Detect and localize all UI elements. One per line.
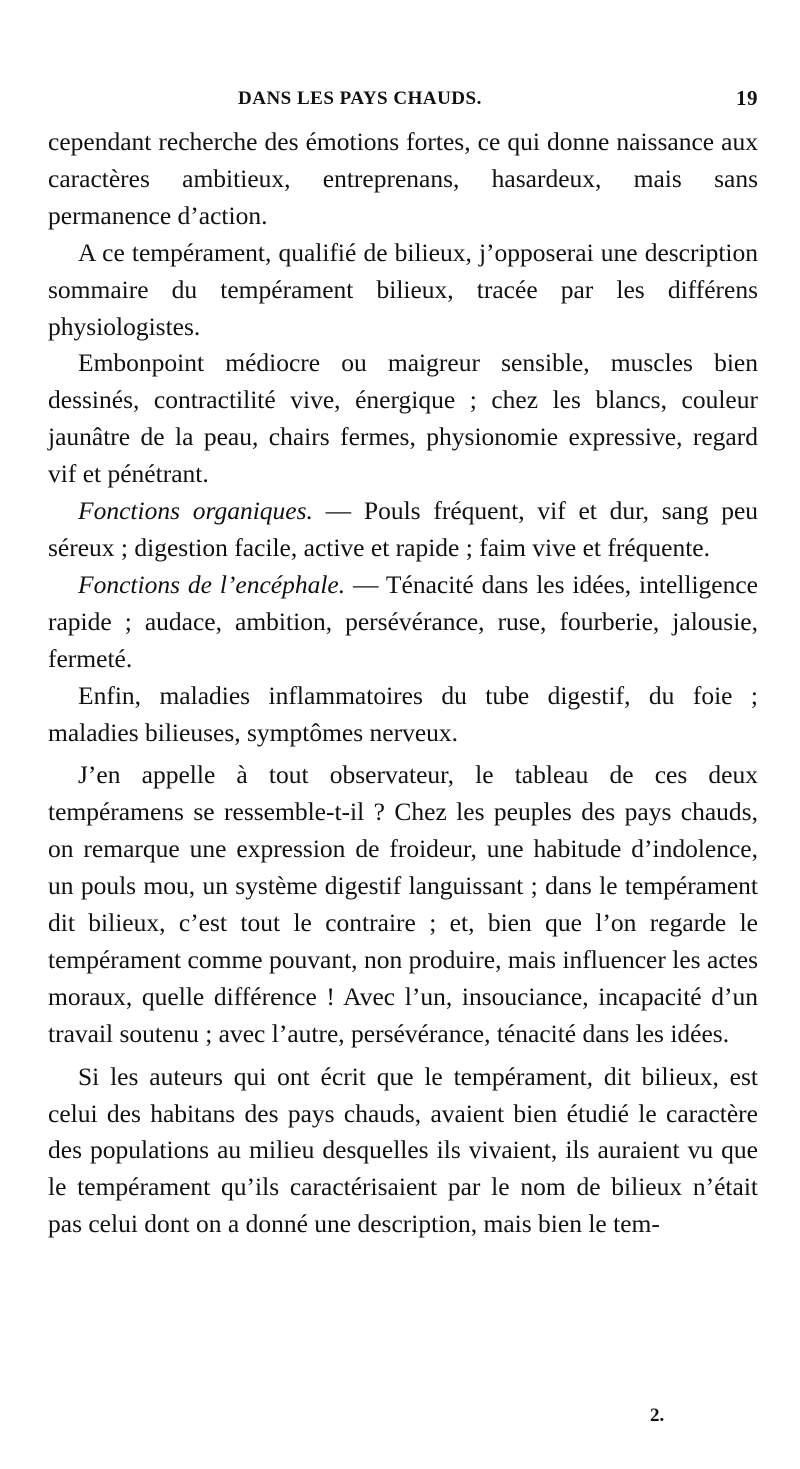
section-heading: Fonctions de l’encéphale. bbox=[78, 569, 346, 599]
paragraph bbox=[48, 493, 758, 567]
paragraph-text: cependant recherche des émotions fortes, ce qui donne naissance aux caractères ambitieux, entreprenans, hasardeux, mais sans permanence d’action. bbox=[48, 127, 758, 230]
paragraph bbox=[48, 124, 758, 235]
paragraph bbox=[48, 345, 758, 493]
page-number: 19 bbox=[736, 86, 758, 110]
book-page bbox=[48, 84, 758, 1243]
paragraph-text: — Ténacité dans les idées, intelligence rapide ; audace, ambition, persévérance, ruse, fourberie, jalousie, fermeté. bbox=[48, 569, 758, 673]
paragraph-text: — Pouls fréquent, vif et dur, sang peu séreux ; digestion facile, active et rapide ; faim vive et fréquente. bbox=[48, 496, 759, 562]
paragraph-text: Si les auteurs qui ont écrit que le tempérament, dit bilieux, est celui des habitans des pays chauds, avaient bien étudié le caractère des populations au milieu desquelles ils vivaient, ils auraient vu que le tempérament qu’ils caractérisaient par le nom de bilieux n’était pas celui dont on a donné une description, mais bien le tem- bbox=[48, 1061, 758, 1239]
paragraph bbox=[48, 235, 758, 346]
paragraph bbox=[48, 567, 758, 678]
paragraph bbox=[48, 757, 758, 1052]
paragraph-text: A ce tempérament, qualifié de bilieux, j’opposerai une description sommaire du tempérament bilieux, tracée par les différens physiologistes. bbox=[48, 237, 758, 341]
paragraph-text: J’en appelle à tout observateur, le tableau de ces deux tempéramens se ressemble-t-il ? Chez les peuples des pays chauds, on remarque une expression de froideur, une habitude d’indolence, un pouls mou, un système digestif languissant ; dans le tempérament dit bilieux, c’est tout le contraire ; et, bien que l’on regarde le tempérament comme pouvant, non produire, mais influencer les actes moraux, quelle différence ! Avec l’un, insouciance, incapacité d’un travail soutenu ; avec l’autre, persévérance, ténacité dans les idées. bbox=[48, 760, 758, 1048]
section-heading: Fonctions organiques. bbox=[78, 496, 313, 526]
signature-mark: 2. bbox=[650, 1405, 665, 1426]
paragraph-text: Enfin, maladies inflammatoires du tube digestif, du foie ; maladies bilieuses, symptômes nerveux. bbox=[48, 680, 758, 747]
running-header bbox=[48, 84, 758, 124]
running-title: DANS LES PAYS CHAUDS. bbox=[238, 88, 482, 109]
body-text bbox=[48, 124, 758, 1243]
paragraph-text: Embonpoint médiocre ou maigreur sensible, muscles bien dessinés, contractilité vive, énergique ; chez les blancs, couleur jaunâtre de la peau, chairs fermes, physionomie expressive, regard vif et pénétrant. bbox=[48, 348, 758, 489]
paragraph bbox=[48, 1059, 758, 1244]
paragraph bbox=[48, 678, 758, 752]
